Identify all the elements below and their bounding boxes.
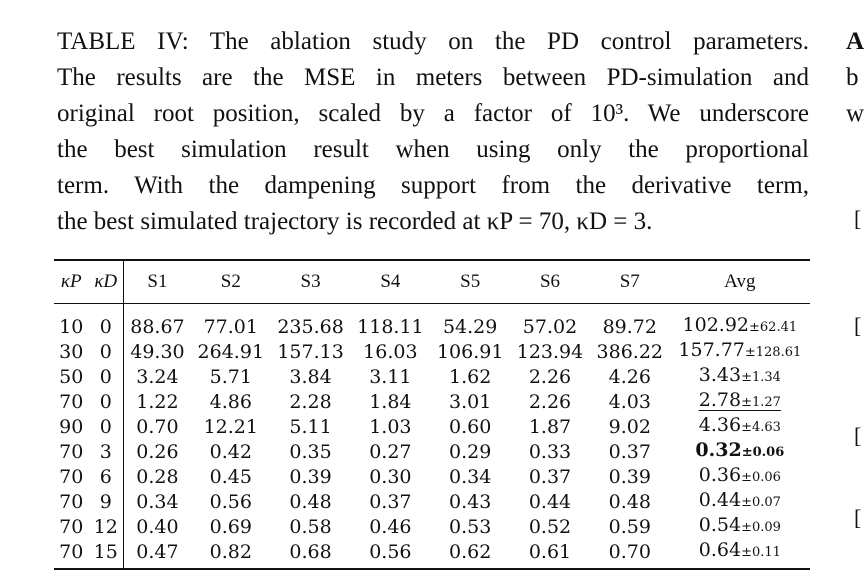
table-cell: 90 [59, 415, 84, 438]
table-cell: 0.26 [136, 440, 179, 463]
table-cell: 0.27 [369, 440, 412, 463]
avg-value: 0.44 [698, 489, 742, 511]
avg-cell [670, 364, 810, 389]
table-cell: 1.84 [369, 390, 412, 413]
table-cell: 89.72 [602, 315, 657, 338]
table-row [54, 304, 810, 340]
column-header: S4 [380, 271, 401, 292]
table-cell: 3.84 [289, 365, 332, 388]
table-cell: 157.13 [277, 340, 344, 363]
table-cell: 1.03 [369, 415, 412, 438]
avg-cell [670, 539, 810, 569]
table-cell: 50 [59, 365, 84, 388]
table-cell: 9.02 [608, 415, 651, 438]
table-cell: 0.40 [136, 515, 179, 538]
column-header: S7 [619, 271, 640, 292]
table-cell: 54.29 [442, 315, 498, 338]
adjacent-text: A [846, 28, 864, 55]
table-cell: 30 [59, 340, 84, 363]
table-cell: 3 [88, 439, 123, 464]
avg-cell [670, 439, 810, 464]
column-header: S6 [539, 271, 561, 292]
avg-value: 157.77 [678, 339, 745, 361]
avg-value: 2.78 [698, 389, 742, 411]
avg-std: ±0.09 [741, 520, 781, 535]
table-cell: 0.34 [136, 490, 179, 513]
table-cell: 5.71 [209, 365, 252, 388]
column-header: Avg [724, 271, 756, 292]
table-cell: 235.68 [277, 315, 344, 338]
column-header: S1 [147, 271, 168, 292]
table-cell: 70 [59, 540, 84, 563]
avg-wrap [678, 339, 801, 361]
avg-wrap [699, 464, 781, 486]
table-cell: 0.37 [528, 465, 572, 488]
column-header: S2 [220, 271, 241, 292]
table-cell: 9 [88, 489, 123, 514]
avg-std: ±0.06 [741, 445, 785, 460]
table-cell: 0.39 [608, 465, 651, 488]
avg-value: 0.36 [698, 464, 742, 486]
caption-line: the best simulation result when using only the proportional [57, 136, 809, 163]
table-cell: 0.37 [369, 490, 412, 513]
table-cell: 0.68 [289, 540, 332, 563]
table-cell: 0.45 [209, 465, 252, 488]
table-row [54, 339, 810, 364]
table-cell: 2.28 [289, 390, 332, 413]
avg-wrap [699, 539, 781, 561]
table-cell: 0.42 [209, 440, 252, 463]
table-cell: 5.11 [289, 415, 332, 438]
avg-wrap [699, 389, 781, 411]
table-cell: 0 [88, 414, 123, 439]
avg-value: 3.43 [698, 364, 742, 386]
bracket-mark: [ [854, 423, 862, 448]
caption-line: term. With the dampening support from the derivative term, [57, 172, 809, 199]
table-cell: 0.56 [209, 490, 252, 513]
table-cell: 70 [59, 490, 84, 513]
avg-wrap [699, 514, 781, 536]
table-cell: 0.70 [608, 540, 651, 563]
table-cell: 0.56 [369, 540, 412, 563]
table-cell: 77.01 [203, 315, 258, 338]
table-cell: 0.58 [289, 515, 332, 538]
table-cell: 0.47 [136, 540, 179, 563]
table-cell: 12 [88, 514, 123, 539]
avg-cell [670, 339, 810, 364]
bracket-mark: [ [854, 505, 862, 530]
column-header: κP [60, 271, 82, 292]
table-cell: 6 [88, 464, 123, 489]
table-cell: 0.62 [449, 540, 492, 563]
table-cell: 70 [59, 390, 84, 413]
column-header: S3 [300, 271, 321, 292]
table-cell: 123.94 [516, 340, 584, 363]
table-caption [57, 24, 809, 240]
table-cell: 0.35 [289, 440, 332, 463]
bracket-mark: [ [854, 206, 862, 231]
avg-value: 0.54 [698, 514, 742, 536]
table-row [54, 364, 810, 389]
table-cell: 4.86 [209, 390, 252, 413]
adjacent-column-text [846, 24, 862, 132]
table-cell: 0.28 [136, 465, 179, 488]
table-cell: 0.61 [528, 540, 572, 563]
table-cell: 0 [88, 364, 123, 389]
avg-cell [670, 414, 810, 439]
table-cell: 0.33 [528, 440, 572, 463]
table-cell: 4.03 [608, 390, 651, 413]
avg-wrap [699, 489, 781, 511]
avg-wrap [695, 439, 784, 461]
avg-value: 102.92 [682, 314, 750, 336]
table-cell: 0.30 [369, 465, 412, 488]
avg-cell [670, 389, 810, 414]
table-header-row [54, 260, 810, 304]
table-cell: 3.11 [369, 365, 412, 388]
table-cell: 0.34 [449, 465, 492, 488]
table-cell: 0.29 [449, 440, 492, 463]
avg-cell [670, 464, 810, 489]
table-cell: 3.24 [136, 365, 179, 388]
adjacent-text: w [846, 100, 864, 127]
avg-cell [670, 489, 810, 514]
avg-std: ±0.07 [741, 495, 781, 510]
avg-std: ±1.34 [741, 370, 781, 385]
table-cell: 0.48 [608, 490, 651, 513]
table-cell: 88.67 [130, 315, 185, 338]
avg-cell [670, 514, 810, 539]
table-cell: 70 [59, 515, 84, 538]
table-cell: 1.22 [136, 390, 179, 413]
table-cell: 0 [88, 339, 123, 364]
table-cell: 0.43 [449, 490, 492, 513]
adjacent-text: b [846, 64, 859, 91]
column-header: S5 [460, 271, 481, 292]
bracket-mark: [ [854, 313, 862, 338]
table-cell: 1.87 [528, 415, 572, 438]
table-cell: 0.52 [528, 515, 572, 538]
table-body [54, 304, 810, 570]
table-cell: 0.69 [209, 515, 252, 538]
caption-line: original root position, scaled by a factor of 10³. We underscore [57, 100, 809, 127]
avg-wrap [699, 414, 781, 436]
avg-wrap [683, 314, 798, 336]
avg-std: ±62.41 [749, 320, 798, 335]
avg-value: 0.64 [698, 539, 742, 561]
table-cell: 0.70 [136, 415, 179, 438]
table-cell: 0.46 [369, 515, 412, 538]
table-cell: 2.26 [528, 365, 572, 388]
avg-std: ±0.11 [741, 545, 781, 560]
table-cell: 3.01 [449, 390, 492, 413]
table-cell: 0.53 [449, 515, 492, 538]
table-cell: 106.91 [436, 340, 504, 363]
table-cell: 70 [59, 440, 84, 463]
table-cell: 0.44 [528, 490, 572, 513]
table-cell: 0.48 [289, 490, 332, 513]
table-cell: 0.39 [289, 465, 332, 488]
avg-std: ±4.63 [741, 420, 781, 435]
table-row [54, 414, 810, 439]
table-cell: 118.11 [357, 315, 424, 338]
avg-cell [670, 304, 810, 340]
table-row [54, 464, 810, 489]
table-cell: 1.62 [449, 365, 492, 388]
avg-value: 4.36 [698, 414, 742, 436]
table-cell: 10 [59, 315, 84, 338]
table-cell: 4.26 [608, 365, 651, 388]
table-cell: 0.59 [608, 515, 651, 538]
table-cell: 264.91 [197, 340, 265, 363]
table-cell: 49.30 [130, 340, 185, 363]
caption-line: the best simulated trajectory is recorded at κP = 70, κD = 3. [57, 208, 653, 235]
table-cell: 386.22 [596, 340, 664, 363]
column-header: κD [88, 260, 123, 304]
table-cell: 0 [88, 389, 123, 414]
table-cell: 16.03 [363, 340, 418, 363]
table-cell: 0 [88, 304, 123, 340]
caption-line: The results are the MSE in meters between PD-simulation and [57, 64, 809, 91]
table-row [54, 489, 810, 514]
caption-line: TABLE IV: The ablation study on the PD control parameters. [57, 28, 809, 55]
avg-std: ±0.06 [741, 470, 781, 485]
avg-value: 0.32 [695, 439, 742, 461]
table-row [54, 389, 810, 414]
table-row [54, 514, 810, 539]
table-cell: 0.37 [608, 440, 651, 463]
table-cell: 2.26 [528, 390, 572, 413]
table-cell: 0.60 [449, 415, 492, 438]
table-row [54, 439, 810, 464]
avg-wrap [699, 364, 781, 386]
table-cell: 12.21 [203, 415, 258, 438]
table-row [54, 539, 810, 569]
ablation-table [54, 259, 810, 570]
avg-std: ±1.27 [741, 395, 781, 410]
avg-std: ±128.61 [744, 345, 802, 360]
table-cell: 70 [59, 465, 84, 488]
table-cell: 0.82 [209, 540, 252, 563]
table-cell: 15 [88, 539, 123, 569]
table-cell: 57.02 [522, 315, 578, 338]
